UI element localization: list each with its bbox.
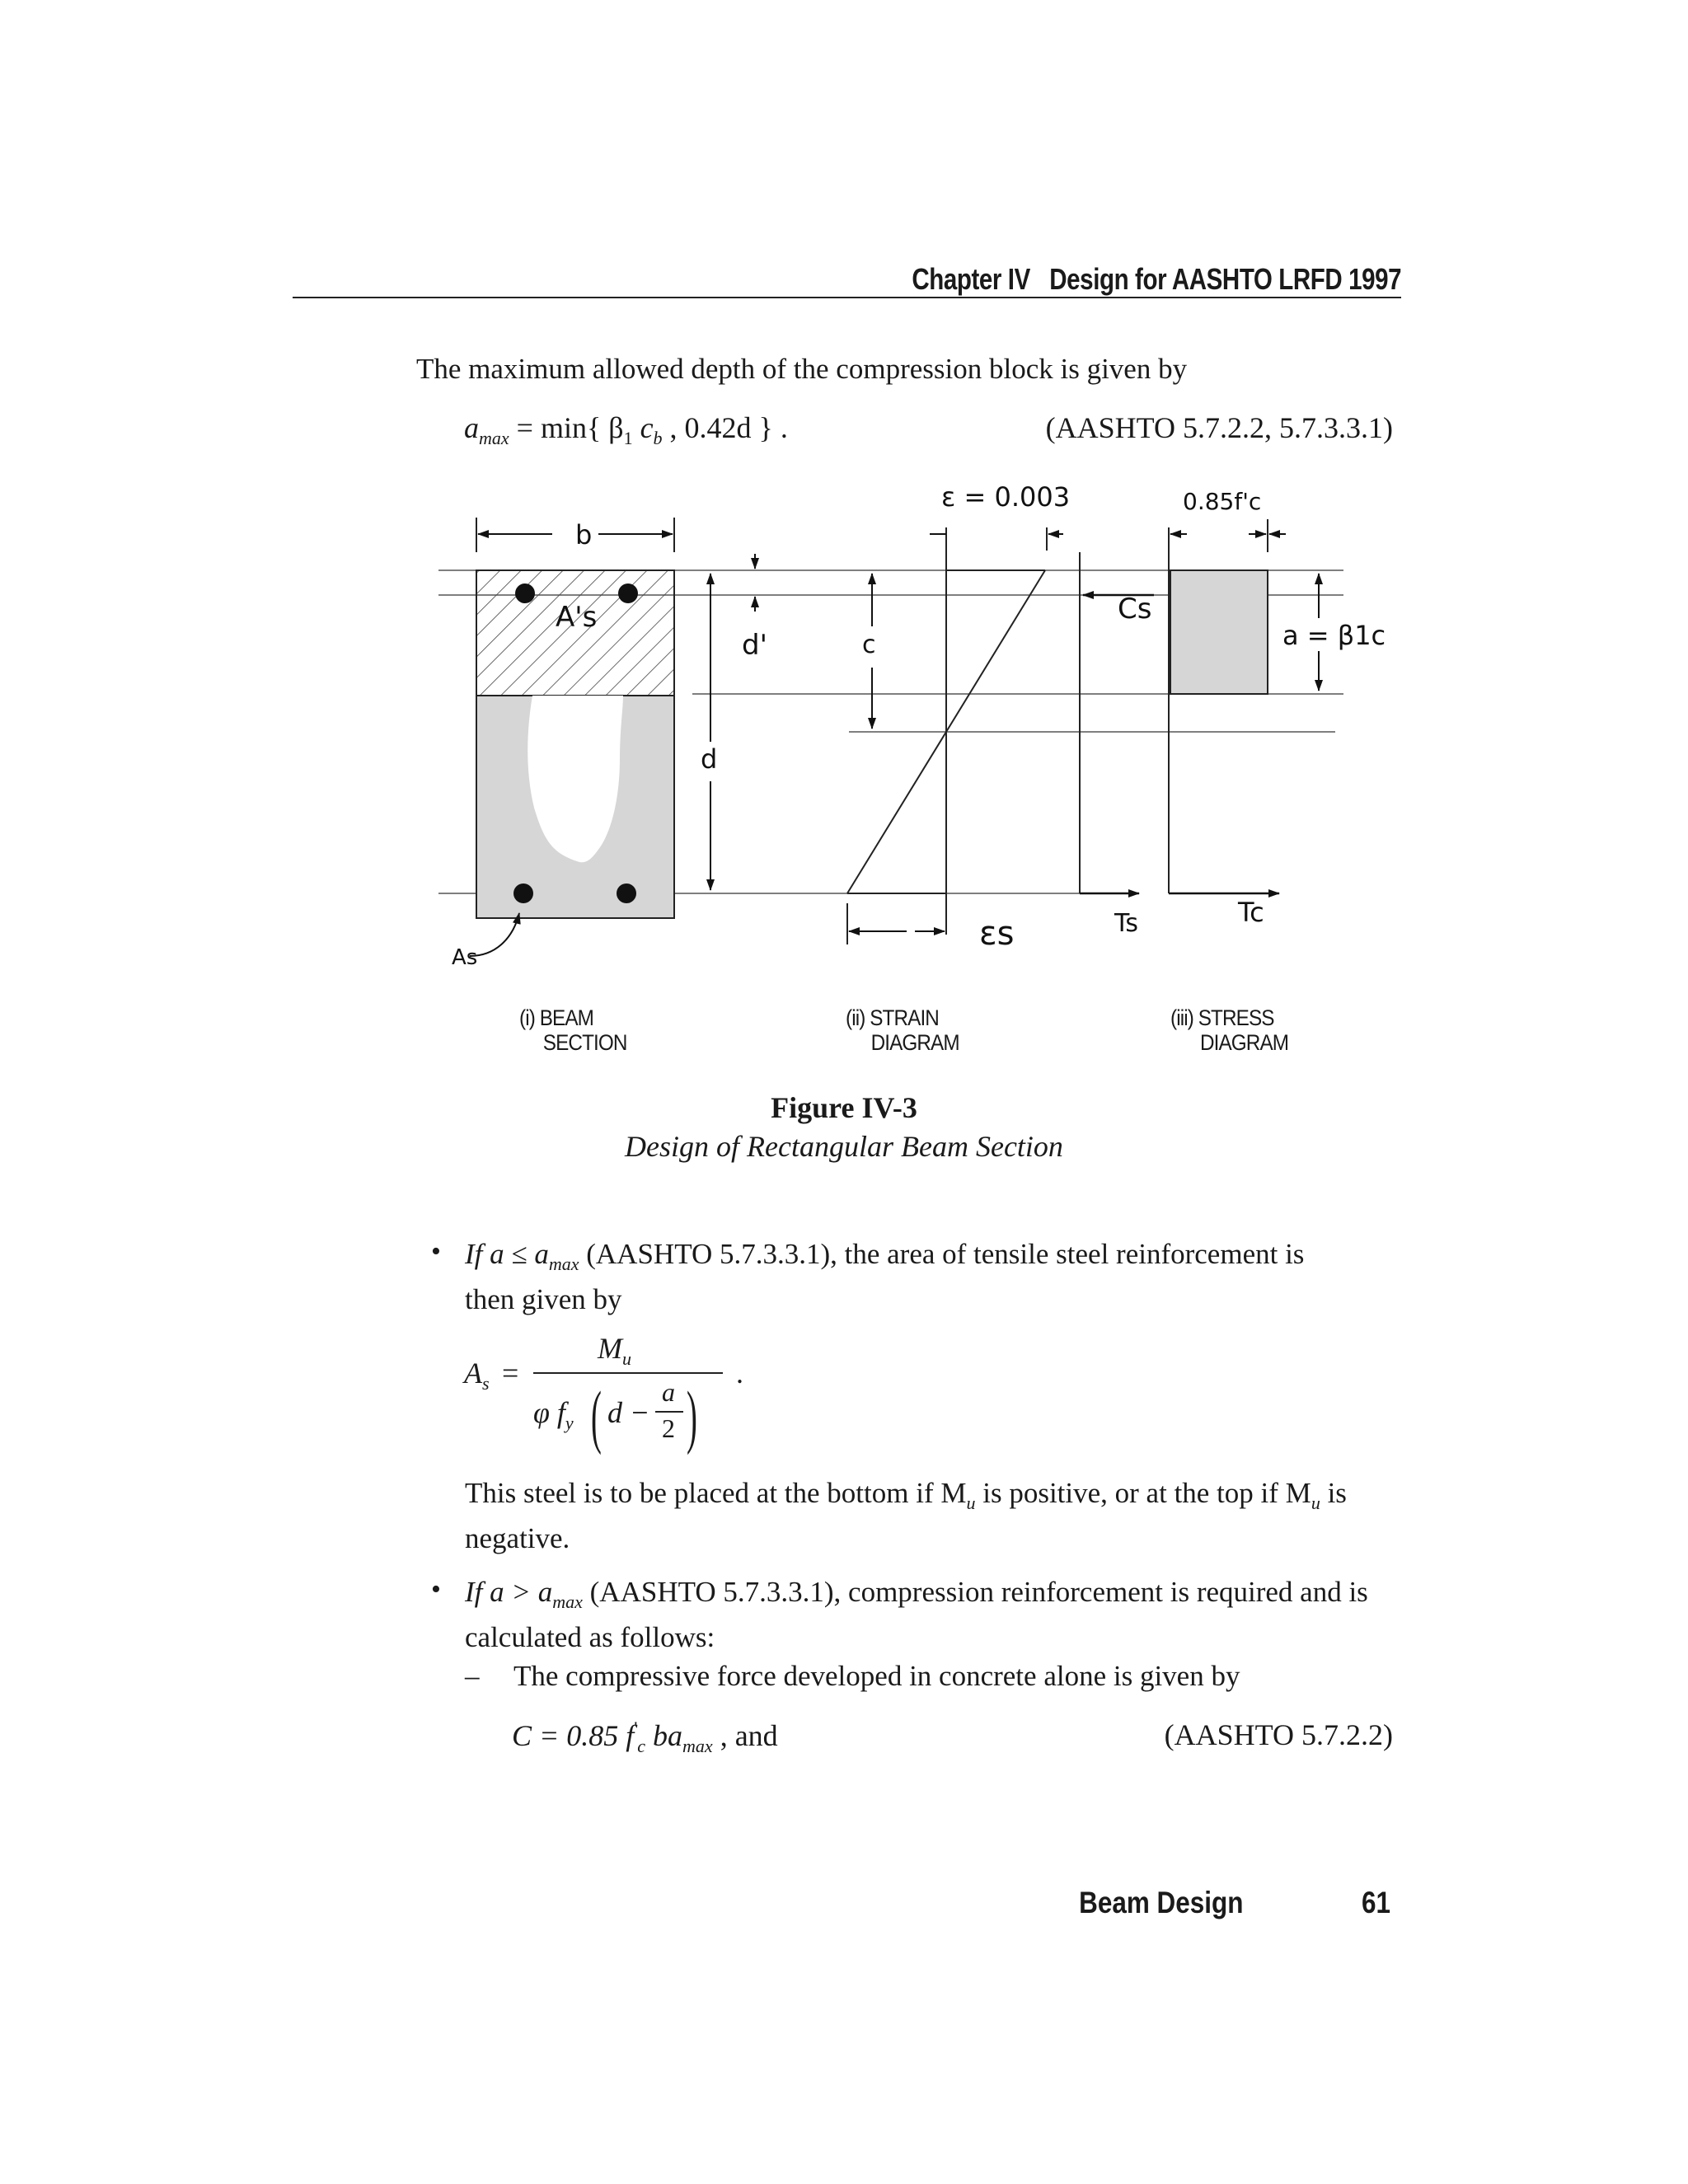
bullet-1-cond-sub: max: [548, 1254, 579, 1274]
beam-design-figure: [0, 0, 1688, 1088]
equation-c: [512, 1718, 778, 1757]
label-as-prime: A's: [556, 601, 598, 634]
eq-c-b: ba: [645, 1719, 683, 1752]
footer-label: Beam Design: [1078, 1886, 1243, 1919]
eq-as-equals: =: [502, 1357, 519, 1390]
eq-as-inner-den: 2: [662, 1413, 675, 1443]
eq-c-sub: c: [637, 1736, 646, 1756]
eq-as-num-sub: u: [622, 1348, 631, 1369]
label-epsilon: ε = 0.003: [941, 481, 1071, 513]
rebar-top-right: [618, 583, 638, 603]
rebar-bottom-right: [617, 883, 636, 903]
stress-diagram: [1169, 519, 1319, 893]
label-d-prime: d': [742, 629, 767, 662]
eq-as-num: M: [598, 1332, 622, 1365]
sublabel-ii-line2: DIAGRAM: [870, 1030, 959, 1055]
note-b: is positive, or at the top if M: [975, 1477, 1311, 1509]
label-epsilon-s: εs: [979, 915, 1015, 953]
sublabel-i-line2: SECTION: [542, 1030, 627, 1055]
eq-amax-lhs: a: [464, 411, 479, 444]
bullet-1-line1: (AASHTO 5.7.3.3.1), the area of tensile steel reinforcement is: [579, 1238, 1305, 1270]
label-fc: 0.85f'c: [1183, 488, 1262, 515]
bullet-1-cond: If a ≤ a: [465, 1238, 549, 1270]
sublabel-iii: [1170, 1005, 1288, 1055]
label-a-eq: a = β1c: [1282, 620, 1386, 651]
sublabel-ii-line1: (ii) STRAIN: [846, 1005, 939, 1030]
eq-as-lhs-sub: s: [482, 1373, 490, 1394]
sublabel-iii-line1: (iii) STRESS: [1170, 1005, 1274, 1030]
sublabel-iii-line2: DIAGRAM: [1200, 1030, 1289, 1055]
header-chapter: Chapter IV: [912, 262, 1030, 296]
eq-amax-rhs: = min{ β: [516, 411, 624, 444]
label-cs: Cs: [1118, 593, 1152, 626]
eq-as-rparen: ): [687, 1376, 697, 1455]
bullet-2-cond-sub: max: [552, 1591, 583, 1612]
bullet-2-mark: •: [431, 1574, 441, 1605]
eq-as-inner-bar: [655, 1411, 683, 1413]
label-ts: Ts: [1114, 909, 1138, 938]
eq-as-fraction-bar: [533, 1372, 723, 1374]
figure-title: Design of Rectangular Beam Section: [625, 1130, 1063, 1163]
eq-as-dot: .: [736, 1357, 743, 1390]
header-title: Design for AASHTO LRFD 1997: [1049, 262, 1401, 296]
note-a: This steel is to be placed at the bottom if M: [465, 1477, 967, 1509]
intro-paragraph: The maximum allowed depth of the compression block is given by: [416, 353, 1188, 385]
stress-block: [1170, 570, 1268, 694]
bullet-1-note: [465, 1475, 1404, 1556]
note-d: negative.: [465, 1522, 570, 1554]
page-number: 61: [1362, 1886, 1390, 1919]
bullet-2-line2: calculated as follows:: [465, 1621, 715, 1653]
sublabel-i: [519, 1005, 627, 1055]
bullet-2-line1: (AASHTO 5.7.3.3.1), compression reinforcement is required and is: [582, 1576, 1368, 1608]
bullet-1-line2: then given by: [465, 1283, 622, 1315]
rebar-top-left: [515, 583, 535, 603]
eq-c-tail: , and: [712, 1719, 778, 1752]
eq-as-den-a: φ f: [533, 1396, 565, 1429]
label-tc: Tc: [1238, 897, 1264, 928]
eq-c-sub2: max: [682, 1736, 713, 1756]
dash-text: The compressive force developed in concrete alone is given by: [513, 1660, 1240, 1692]
dash-mark: –: [465, 1660, 480, 1692]
equation-c-ref: (AASHTO 5.7.2.2): [1164, 1718, 1393, 1751]
eq-as-lhs: A: [464, 1357, 482, 1390]
eq-c-a: C = 0.85 f: [512, 1719, 635, 1752]
label-as: As: [452, 945, 478, 970]
label-b: b: [575, 519, 593, 551]
eq-as-den-sub: y: [565, 1413, 574, 1433]
eq-amax-tail: , 0.42d } .: [662, 411, 788, 444]
strain-diagram: [847, 527, 1063, 944]
sublabel-i-line1: (i) BEAM: [519, 1005, 593, 1030]
bullet-2-text: [465, 1574, 1404, 1655]
eq-as-den-b: d −: [607, 1396, 650, 1429]
eq-amax-c: c: [632, 411, 654, 444]
sublabel-ii: [846, 1005, 959, 1055]
note-sub1: u: [966, 1493, 976, 1513]
equation-amax-ref: (AASHTO 5.7.2.2, 5.7.3.3.1): [1045, 411, 1393, 444]
eq-as-inner-num: a: [662, 1377, 675, 1407]
eq-c-sup: ': [634, 1718, 638, 1738]
bullet-1-text: [465, 1236, 1400, 1317]
bullet-2-cond: If a > a: [465, 1576, 553, 1608]
bullet-1-mark: •: [431, 1236, 441, 1267]
label-c: c: [862, 630, 876, 659]
rebar-bottom-left: [513, 883, 533, 903]
note-c: is: [1320, 1477, 1347, 1509]
label-d: d: [701, 743, 718, 775]
equation-as: [464, 1331, 744, 1455]
eq-amax-sub2: b: [653, 428, 663, 448]
eq-amax-lhs-sub: max: [479, 428, 509, 448]
figure-number: Figure IV-3: [771, 1091, 917, 1124]
note-sub2: u: [1311, 1493, 1320, 1513]
eq-amax-sub1: 1: [623, 428, 633, 448]
eq-as-lparen: (: [591, 1376, 602, 1455]
